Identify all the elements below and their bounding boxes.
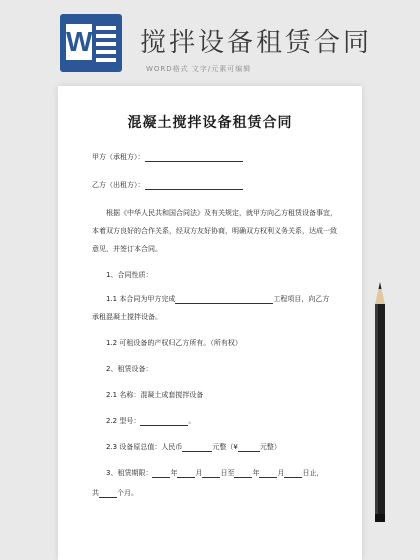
intro-line-2: 本着双方良好的合作关系，经双方友好协商，明确双方权利义务关系，达成一致 <box>92 227 337 235</box>
party-a-label: 甲方（承租方）： <box>92 153 145 161</box>
clause-1-1-line <box>106 294 329 304</box>
intro-line-3: 意见，并签订本合同。 <box>92 245 162 253</box>
intro-line-1: 根据《中华人民共和国合同法》及有关规定，就甲方向乙方租赁设备事宜， <box>106 209 337 217</box>
clause-1-1-continuation: 承租混凝土搅拌设备。 <box>92 313 162 321</box>
clause-2-3-line <box>106 442 281 452</box>
section-3-label: 3、租赁期限： <box>106 469 153 477</box>
word-logo-letter: W <box>66 24 92 60</box>
total-value-blank[interactable] <box>182 443 212 452</box>
clause-1-1-text-a: 1.1 本合同为甲方完成 <box>106 295 176 303</box>
months-blank[interactable] <box>99 489 117 498</box>
clause-2-3-end: 元整） <box>259 443 281 451</box>
clause-2-1: 2.1 名称：混凝土成套搅拌设备 <box>106 391 204 399</box>
document-page <box>58 86 362 560</box>
document-title: 混凝土搅拌设备租赁合同 <box>127 115 293 131</box>
end-year-blank[interactable] <box>234 469 252 478</box>
clause-1-1-text-b: 工程项目，向乙方 <box>273 295 330 303</box>
clause-2-2-end: 。 <box>188 417 196 425</box>
year-label-2: 年 <box>252 469 260 477</box>
clause-2-3-mid: 元整（¥ <box>212 443 238 451</box>
party-b-blank[interactable] <box>145 181 243 190</box>
header-title: 搅拌设备租赁合同 <box>140 28 373 58</box>
total-label: 共 <box>92 489 99 497</box>
model-blank[interactable] <box>140 417 188 426</box>
day-label-2: 日止， <box>302 469 324 477</box>
pencil-icon <box>372 282 388 522</box>
month-label-1: 月 <box>195 469 203 477</box>
section-2-heading: 2、租赁设备： <box>106 365 153 373</box>
year-label-1: 年 <box>170 469 178 477</box>
word-logo-lines <box>96 26 116 66</box>
party-b-label: 乙方（出租方）： <box>92 181 145 189</box>
day-label-1: 日至 <box>220 469 235 477</box>
months-label: 个月。 <box>117 489 138 497</box>
end-month-blank[interactable] <box>259 469 277 478</box>
start-year-blank[interactable] <box>152 469 170 478</box>
header-subtitle: WORD格式 文字/元素可编辑 <box>146 65 252 73</box>
section-1-heading: 1、合同性质： <box>106 271 153 279</box>
party-a-blank[interactable] <box>145 153 243 162</box>
clause-2-3-label: 2.3 设备原总值：人民币 <box>106 443 183 451</box>
party-a-line <box>92 152 243 162</box>
start-month-blank[interactable] <box>177 469 195 478</box>
word-logo-icon <box>60 14 122 72</box>
project-name-blank[interactable] <box>175 295 273 304</box>
section-3-continuation <box>92 488 138 498</box>
end-day-blank[interactable] <box>284 469 302 478</box>
clause-2-2-line <box>106 416 195 426</box>
clause-1-2: 1.2 可租设备的产权归乙方所有。（所有权） <box>106 339 242 347</box>
month-label-2: 月 <box>277 469 285 477</box>
section-3-line <box>106 468 323 478</box>
party-b-line <box>92 180 243 190</box>
clause-2-2-label: 2.2 型号： <box>106 417 141 425</box>
total-value-number-blank[interactable] <box>238 443 260 452</box>
start-day-blank[interactable] <box>202 469 220 478</box>
